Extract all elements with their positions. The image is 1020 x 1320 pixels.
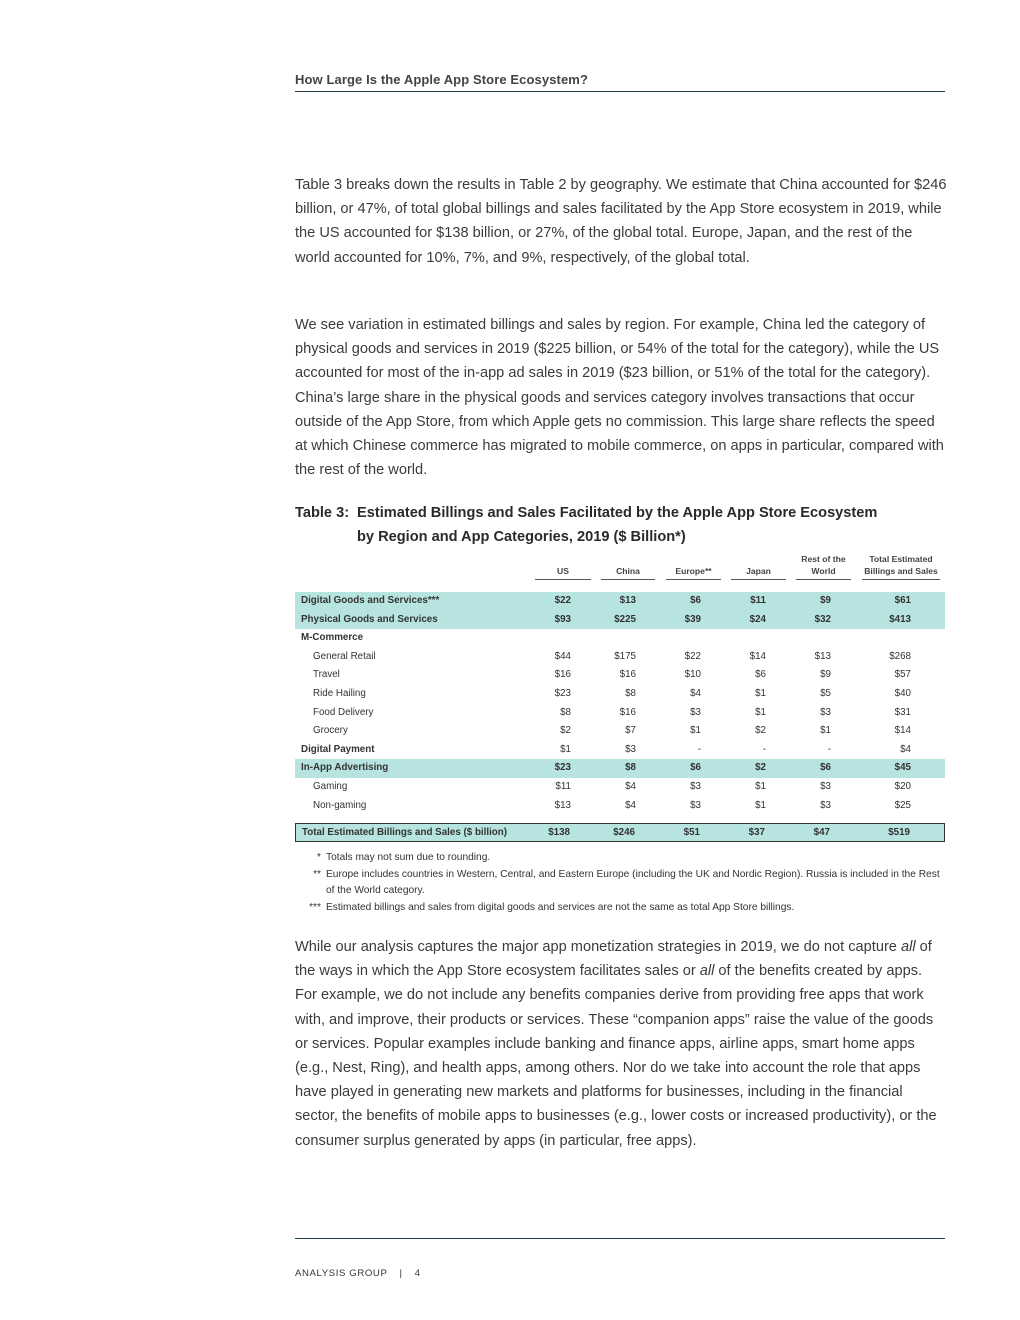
table-cell: $4 xyxy=(900,743,911,755)
table-title-line-1: Estimated Billings and Sales Facilitated by the Apple App Store Ecosystem xyxy=(357,505,878,521)
table-cell: $9 xyxy=(820,595,831,606)
page-footer xyxy=(295,1268,421,1279)
table-cell: $3 xyxy=(820,780,831,792)
table-cell: $1 xyxy=(690,725,701,737)
row-label: Travel xyxy=(313,669,340,681)
table-cell: $31 xyxy=(894,706,911,718)
table-cell: $519 xyxy=(888,827,910,839)
table-cell: $51 xyxy=(683,827,700,839)
table-row xyxy=(295,592,945,611)
row-label: Digital Goods and Services*** xyxy=(301,595,440,606)
table-cell: $3 xyxy=(690,706,701,718)
table-notes xyxy=(295,850,945,916)
table-cell: $3 xyxy=(820,706,831,718)
table-caption xyxy=(295,501,947,549)
col-header-total: Total Estimated Billings and Sales xyxy=(862,553,940,580)
footnote-marker: *** xyxy=(309,901,321,913)
table-cell: $3 xyxy=(820,799,831,811)
table-cell: $10 xyxy=(684,669,701,681)
table-cell: $1 xyxy=(755,687,766,699)
table-cell: $23 xyxy=(554,762,571,774)
table-cell: $8 xyxy=(625,762,636,774)
table-cell: $5 xyxy=(820,687,831,699)
header-divider xyxy=(295,91,945,92)
table-cell: $175 xyxy=(614,650,636,662)
row-label: Digital Payment xyxy=(301,743,375,755)
table-cell: $13 xyxy=(814,650,831,662)
table-cell: $57 xyxy=(894,669,911,681)
table-cell: $6 xyxy=(690,595,701,606)
table-row xyxy=(295,666,945,685)
table-row xyxy=(295,778,945,797)
table-cell: - xyxy=(697,743,701,755)
running-header xyxy=(295,72,945,92)
row-label: Physical Goods and Services xyxy=(301,613,438,625)
table-cell: $9 xyxy=(820,669,831,681)
row-label: General Retail xyxy=(313,650,376,662)
table-cell: $47 xyxy=(813,827,830,839)
footnote xyxy=(295,867,945,900)
table-title-line-2: by Region and App Categories, 2019 ($ Billion*) xyxy=(357,529,686,545)
table-cell: $22 xyxy=(684,650,701,662)
table-cell: $3 xyxy=(690,799,701,811)
table-body xyxy=(295,592,945,815)
table-cell: $45 xyxy=(894,762,911,774)
table-row xyxy=(295,685,945,704)
col-header-japan: Japan xyxy=(731,565,786,580)
row-label: In-App Advertising xyxy=(301,762,389,774)
table-row xyxy=(295,704,945,723)
footnote xyxy=(295,900,945,917)
table-cell: $61 xyxy=(894,595,911,606)
billings-table xyxy=(295,550,945,842)
table-row xyxy=(295,629,945,648)
table-cell: $37 xyxy=(748,827,765,839)
paragraph-limitations: While our analysis captures the major app monetization strategies in 2019, we do not capture all of the ways in which the App Store ecosystem facilitates sales or all of the benefits created by apps. For example, we do not include any benefits companies derive from providing free apps that work with, and improve, their products or services. These “companion apps” raise the value of the goods or services. Popular examples include banking and finance apps, airline apps, smart home apps (e.g., Nest, Ring), and health apps, among others. Nor do we take into account the role that apps have played in generating new markets and platforms for businesses, including in the financial sector, the benefits of mobile apps to businesses (e.g., lower costs or increased productivity), or the consumer surplus generated by apps (in particular, free apps). xyxy=(295,939,937,1149)
table-cell: $16 xyxy=(619,669,636,681)
table-cell: $7 xyxy=(625,725,636,737)
table-cell: $3 xyxy=(625,743,636,755)
table-cell: $268 xyxy=(889,650,911,662)
table-cell: $138 xyxy=(548,827,570,839)
table-cell: $4 xyxy=(625,780,636,792)
table-cell: $24 xyxy=(749,613,766,625)
table-cell: $16 xyxy=(554,669,571,681)
table-row xyxy=(295,797,945,816)
row-label: Grocery xyxy=(313,725,348,737)
total-row-label: Total Estimated Billings and Sales ($ billion) xyxy=(302,827,508,839)
table-cell: $20 xyxy=(894,780,911,792)
table-total-row xyxy=(295,823,945,842)
paragraph-regional-variation: We see variation in estimated billings and sales by region. For example, China led the category of physical goods and services in 2019 ($225 billion, or 54% of the total for the category), while the US accounted for most of the in-app ad sales in 2019 ($23 billion, or 51% of the total for the category). China’s large share in the physical goods and services category involves transactions that occur outside of the App Store, from which Apple gets no commission. This large share reflects the speed at which Chinese commerce has migrated to mobile commerce, on apps in particular, compared with the rest of the world. xyxy=(295,317,944,479)
table-cell: $22 xyxy=(554,595,571,606)
paragraph-geography-breakdown: Table 3 breaks down the results in Table 2 by geography. We estimate that China accounted for $246 billion, or 47%, of total global billings and sales facilitated by the App Store ecosystem in 2019, while the US accounted for $138 billion, or 27%, of the global total. Europe, Japan, and the rest of the world accounted for 10%, 7%, and 9%, respectively, of the global total. xyxy=(295,177,947,266)
table-cell: $1 xyxy=(820,725,831,737)
row-label: Gaming xyxy=(313,780,348,792)
table-cell: $6 xyxy=(690,762,701,774)
footer-divider xyxy=(295,1238,945,1239)
footer-org: ANALYSIS GROUP xyxy=(295,1268,388,1279)
table-cell: $1 xyxy=(755,706,766,718)
table-cell: - xyxy=(827,743,831,755)
table-row xyxy=(295,722,945,741)
table-cell: $8 xyxy=(560,706,571,718)
table-cell: $13 xyxy=(554,799,571,811)
table-cell: $13 xyxy=(619,595,636,606)
footnote-text: Totals may not sum due to rounding. xyxy=(326,852,491,863)
table-row xyxy=(295,611,945,630)
table-cell: $2 xyxy=(755,725,766,737)
footnote-marker: ** xyxy=(313,868,321,880)
table-cell: $413 xyxy=(889,613,911,625)
row-label: Food Delivery xyxy=(313,706,374,718)
table-cell: $1 xyxy=(560,743,571,755)
table-cell: $44 xyxy=(554,650,571,662)
page-number: 4 xyxy=(414,1268,421,1279)
table-cell: $39 xyxy=(684,613,701,625)
col-header-europe: Europe** xyxy=(666,565,721,580)
footnote-text: Estimated billings and sales from digital goods and services are not the same as total App Store billings. xyxy=(326,901,795,913)
table-row xyxy=(295,741,945,760)
col-header-rest-of-world: Rest of the World xyxy=(796,553,851,580)
table-number: Table 3: xyxy=(295,505,350,521)
table-cell: $246 xyxy=(613,827,635,839)
table-cell: $25 xyxy=(894,799,911,811)
table-cell: $1 xyxy=(755,780,766,792)
table-cell: $93 xyxy=(554,613,571,625)
col-header-china: China xyxy=(601,565,655,580)
table-cell: $14 xyxy=(749,650,766,662)
footnote-text: Europe includes countries in Western, Central, and Eastern Europe (including the UK and Nordic Region). Russia is included in the Rest of the World category. xyxy=(326,868,940,896)
table-row xyxy=(295,759,945,778)
table-cell: $23 xyxy=(554,687,571,699)
table-cell: $8 xyxy=(625,687,636,699)
footnote xyxy=(295,850,945,867)
table-cell: $4 xyxy=(625,799,636,811)
table-cell: $2 xyxy=(560,725,571,737)
footnote-marker: * xyxy=(317,852,321,863)
table-cell: $14 xyxy=(894,725,911,737)
table-cell: $16 xyxy=(619,706,636,718)
footer-separator: | xyxy=(399,1268,403,1279)
row-label: Non-gaming xyxy=(313,799,367,811)
table-cell: $11 xyxy=(555,780,571,792)
table-cell: $6 xyxy=(820,762,831,774)
table-cell: $1 xyxy=(755,799,766,811)
row-label: Ride Hailing xyxy=(313,687,366,699)
table-cell: $4 xyxy=(690,687,701,699)
table-cell: $11 xyxy=(750,595,766,606)
table-cell: $225 xyxy=(614,613,636,625)
table-cell: - xyxy=(762,743,766,755)
table-cell: $6 xyxy=(755,669,766,681)
col-header-us: US xyxy=(535,565,591,580)
running-header-title: How Large Is the Apple App Store Ecosystem? xyxy=(295,72,589,87)
table-column-headers xyxy=(295,550,945,580)
table-row xyxy=(295,648,945,667)
table-cell: $32 xyxy=(814,613,831,625)
row-label: M-Commerce xyxy=(301,632,364,644)
table-cell: $2 xyxy=(755,762,766,774)
table-cell: $40 xyxy=(894,687,911,699)
table-cell: $3 xyxy=(690,780,701,792)
